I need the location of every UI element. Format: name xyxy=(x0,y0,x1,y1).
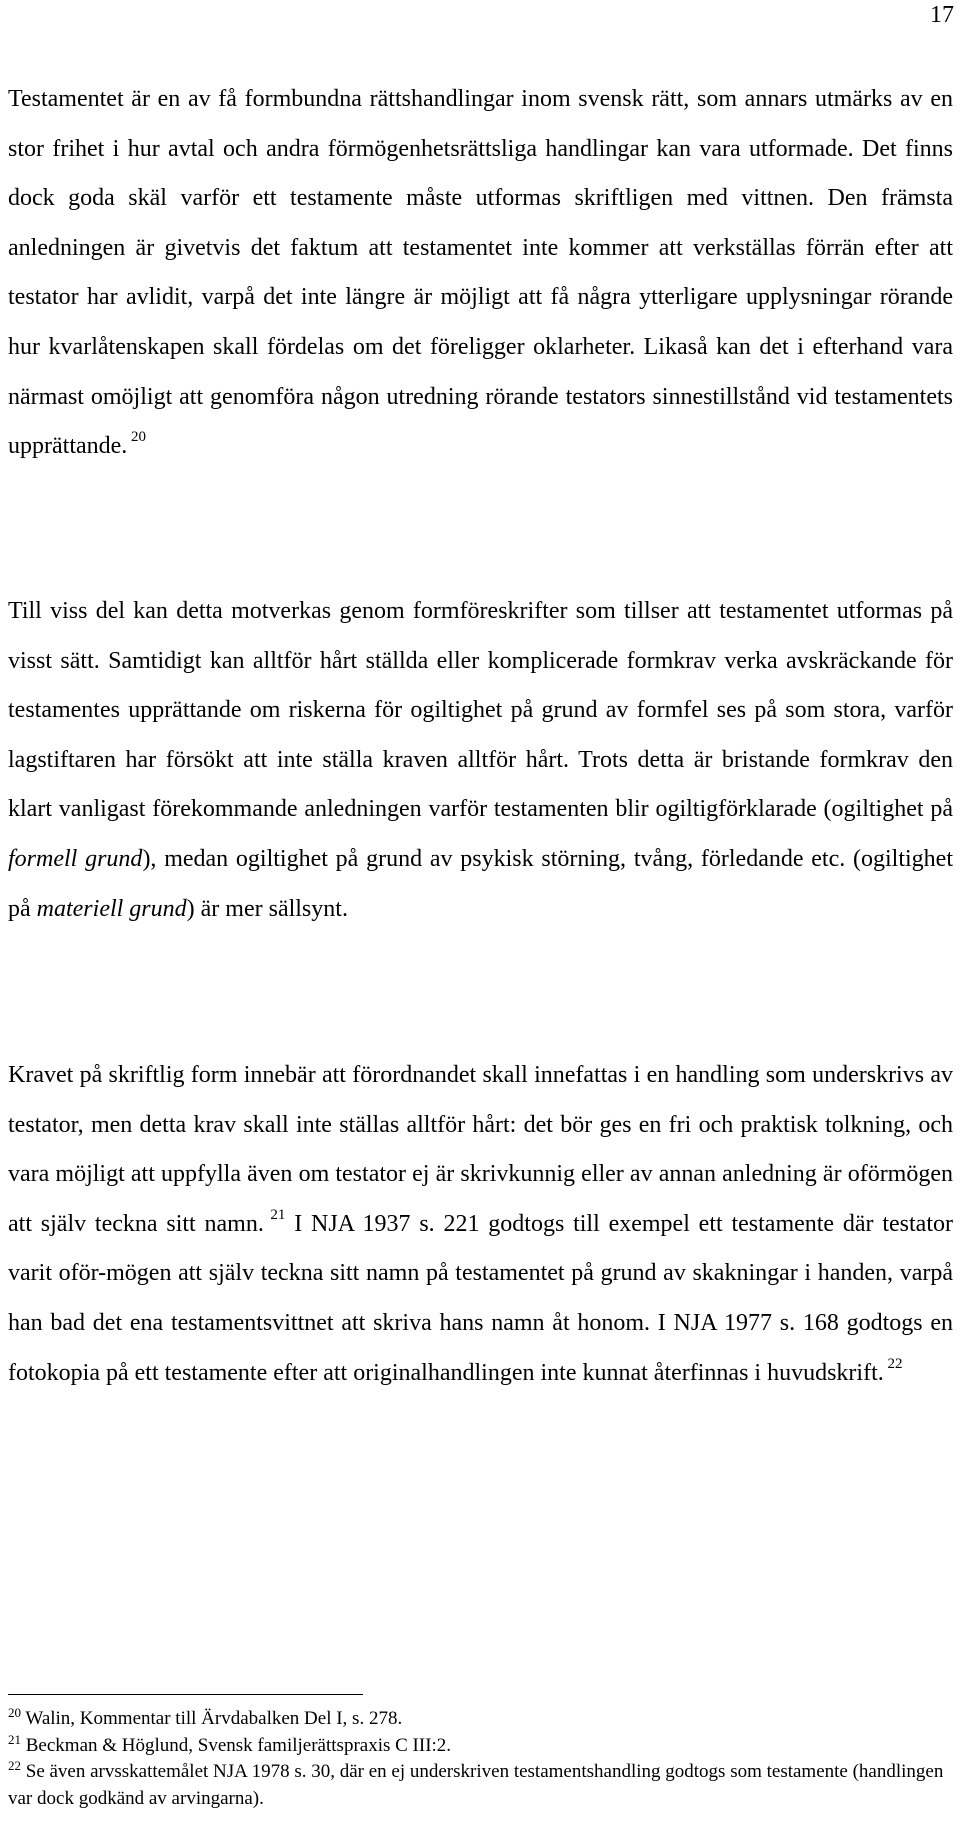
footnote-reference: 22 xyxy=(883,1355,903,1372)
footnote-separator xyxy=(8,1694,363,1695)
footnote-number: 21 xyxy=(8,1731,21,1747)
italic-term: formell grund xyxy=(8,845,143,872)
footnotes xyxy=(8,1706,953,1812)
italic-term: materiell grund xyxy=(36,895,187,922)
body-paragraph xyxy=(8,1051,953,1398)
body-paragraph xyxy=(8,587,953,934)
page-number: 17 xyxy=(930,2,954,28)
body-paragraph xyxy=(8,75,953,472)
footnote-reference: 20 xyxy=(127,429,147,446)
footnote-reference: 21 xyxy=(263,1206,286,1223)
footnote-text: Beckman & Höglund, Svensk familjerättspraxis C III:2. xyxy=(21,1734,452,1756)
footnote-number: 22 xyxy=(8,1758,21,1773)
paragraph-text: ) är mer sällsynt. xyxy=(186,895,348,922)
paragraph-text: Till viss del kan detta motverkas genom formföreskrifter som tillser att testamentet utformas på visst sätt. Samtidigt kan alltför hårt ställda eller komplicerade formkrav verka avskräckande för testamentes upprättande om riskerna för ogiltighet på grund av formfel ses på som stora, varför lagstiftaren har försökt att inte ställa kraven alltför hårt. Trots detta är bristande formkrav den klart vanligast förekommande anledningen varför testamenten blir ogiltigförklarade (ogiltighet på xyxy=(8,598,953,823)
footnote-text: Walin, Kommentar till Ärvdabalken Del I, s. 278. xyxy=(21,1708,403,1729)
paragraph-text: I NJA 1937 s. 221 godtogs till exempel ett testamente där testator varit oför-mögen att själv teckna sitt namn på testamentet på grund av skakningar i handen, varpå han bad det ena testamentsvittnet att skriva hans namn åt honom. I NJA 1977 s. 168 godtogs en fotokopia på ett testamente efter att originalhandlingen inte kunnat återfinnas i huvudskrift. xyxy=(8,1210,953,1386)
paragraph-text: Kravet på skriftlig form innebär att förordnandet skall innefattas i en handling som underskrivs av testator, men detta krav skall inte ställas alltför hårt: det bör ges en fri och praktisk tolkning, och vara möjligt att uppfylla även om testator ej är skrivkunnig eller av annan anledning är oförmögen att själv teckna sitt namn. xyxy=(8,1062,953,1237)
footnote-number: 20 xyxy=(8,1705,21,1720)
paragraph-text: Testamentet är en av få formbundna rättshandlingar inom svensk rätt, som annars utmärks av en stor frihet i hur avtal och andra förmögenhetsrättsliga handlingar kan vara utformade. Det finns dock goda skäl varför ett testamente måste utformas skriftligen med vittnen. Den främsta anledningen är givetvis det faktum att testamentet inte kommer att verkställas förrän efter att testator har avlidit, varpå det inte längre är möjligt att få några ytterligare upplysningar rörande hur kvarlåtenskapen skall fördelas om det föreligger oklarheter. Likaså kan det i efterhand vara närmast omöjligt att genomföra någon utredning rörande testators sinnestillstånd vid testamentets upprättande. xyxy=(8,86,953,460)
footnote xyxy=(8,1706,953,1733)
footnote xyxy=(8,1759,953,1812)
footnote-text: Se även arvsskattemålet NJA 1978 s. 30, där en ej underskriven testamentshandling godtogs som testamente (handlingen var dock godkänd av arvingarna). xyxy=(8,1761,944,1809)
footnote xyxy=(8,1733,953,1760)
paragraph-text: ), medan ogiltighet på grund av psykisk störning, tvång, förledande etc. (ogiltighet på xyxy=(8,845,954,922)
